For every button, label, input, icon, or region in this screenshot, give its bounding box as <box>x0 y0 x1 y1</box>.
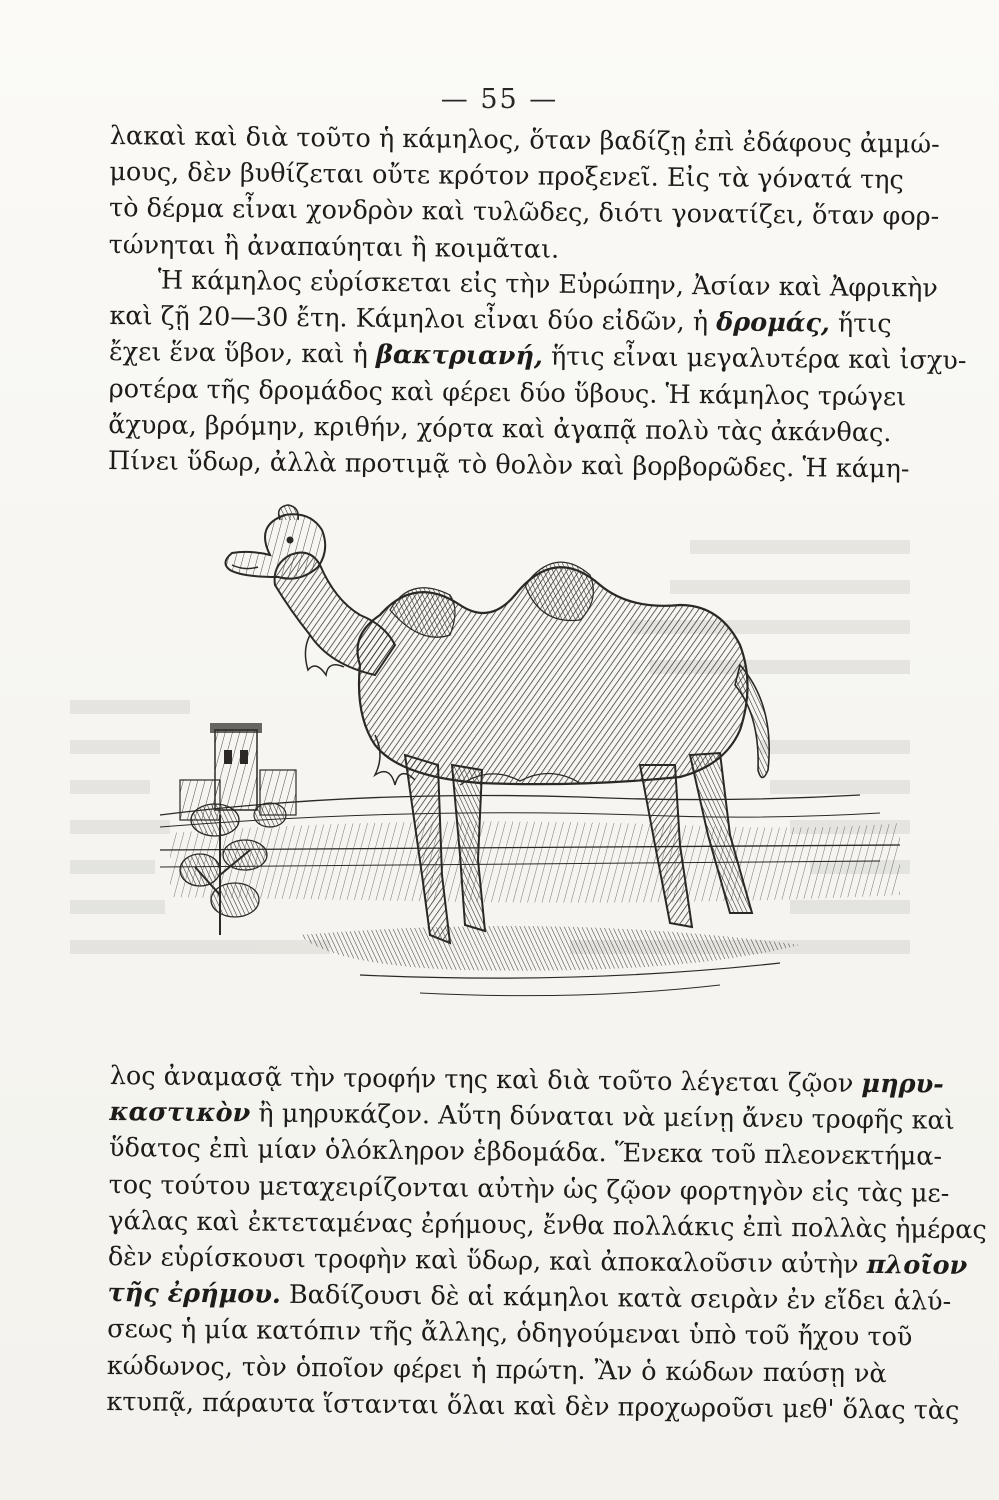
term-mirykastikon-end: καστικὸν <box>109 1097 251 1129</box>
text-line: λακαὶ καὶ διὰ τοῦτο ἡ κάμηλος, ὅταν βαδίζῃ ἐπὶ ἐδάφους ἀμμώ- <box>109 120 940 160</box>
text-segment: δὲν εὑρίσκουσι τροφὴν καὶ ὕδωρ, καὶ ἀποκαλοῦσιν αὐτὴν <box>107 1242 859 1280</box>
text-line: Πίνει ὕδωρ, ἀλλὰ προτιμᾷ τὸ θολὸν καὶ βορβορῶδες. Ἡ κάμη- <box>107 446 910 485</box>
text-line: ὕδατος ἐπὶ μίαν ὁλόκληρον ἑβδομάδα. Ἕνεκα τοῦ πλεονεκτήμα- <box>108 1133 943 1173</box>
text-segment: ἥτις <box>837 308 892 340</box>
paragraph-top <box>108 118 940 271</box>
text-line: τος τούτου μεταχειρίζονται αὐτὴν ὡς ζῷον φορτηγὸν εἰς τὰς με- <box>108 1169 950 1209</box>
page-number: — 55 — <box>440 84 559 115</box>
term-baktriani: βακτριανή, <box>375 340 543 372</box>
text-line: τὸ δέρμα εἶναι χονδρὸν καὶ τυλῶδες, διότι γονατίζει, ὅταν φορ- <box>108 193 940 233</box>
text-line: ροτέρα τῆς δρομάδος καὶ φέρει δύο ὕβους. Ἡ κάμηλος τρώγει <box>108 373 907 412</box>
term-dromas: δρομάς, <box>716 307 831 339</box>
text-segment: ἢ μηρυκάζον. Αὕτη δύναται νὰ μείνῃ ἄνευ τροφῆς καὶ <box>258 1098 955 1137</box>
text-line: κώδωνος, τὸν ὁποῖον φέρει ἡ πρώτη. Ἂν ὁ κώδων παύσῃ νὰ <box>106 1350 887 1389</box>
text-line: τώνηται ἢ ἀναπαύηται ἢ κοιμᾶται. <box>108 229 560 265</box>
term-mirykastikon: μηρυ- <box>861 1068 945 1100</box>
text-line: κτυπᾷ, πάραυτα ἵστανται ὅλαι καὶ δὲν προχωροῦσι μεθ' ὅλας τὰς <box>106 1386 960 1426</box>
text-line: Ἡ κάμηλος εὑρίσκεται εἰς τὴν Εὐρώπην, Ἀσίαν καὶ Ἀφρικὴν <box>157 265 939 304</box>
camel-illustration <box>160 515 920 1035</box>
paragraph-middle <box>107 262 967 487</box>
term-tis-erimou: τῆς ἐρήμου. <box>107 1278 282 1311</box>
text-segment: Βαδίζουσι δὲ αἱ κάμηλοι κατὰ σειρὰν ἐν εἴδει ἁλύ- <box>288 1280 952 1318</box>
ground <box>160 821 900 995</box>
text-line: γάλας καὶ ἐκτεταμένας ἐρήμους, ἔνθα πολλάκις ἐπὶ πολλὰς ἡμέρας <box>108 1205 987 1246</box>
text-segment: λος ἀναμασᾷ τὴν τροφήν της καὶ διὰ τοῦτο λέγεται ζῷον <box>109 1060 854 1099</box>
text-segment: καὶ ζῇ 20—30 ἔτη. Κάμηλοι εἶναι δύο εἰδῶν, ἡ <box>109 301 709 338</box>
text-segment: ἔχει ἕνα ὕβον, καὶ ἡ <box>108 337 369 371</box>
term-ploion: πλοῖον <box>866 1249 968 1282</box>
paragraph-bottom <box>106 1058 987 1428</box>
text-segment: ἥτις εἶναι μεγαλυτέρα καὶ ἰσχυ- <box>550 342 967 377</box>
text-line: σεως ἡ μία κατόπιν τῆς ἄλλης, ὁδηγούμεναι ὑπὸ τοῦ ἤχου τοῦ <box>107 1314 913 1353</box>
text-line: ἄχυρα, βρόμην, κριθήν, χόρτα καὶ ἀγαπᾷ πολὺ τὰς ἀκάνθας. <box>108 409 892 449</box>
text-line: μους, δὲν βυθίζεται οὔτε κρότον προξενεῖ. Εἰς τὰ γόνατά της <box>109 157 904 196</box>
